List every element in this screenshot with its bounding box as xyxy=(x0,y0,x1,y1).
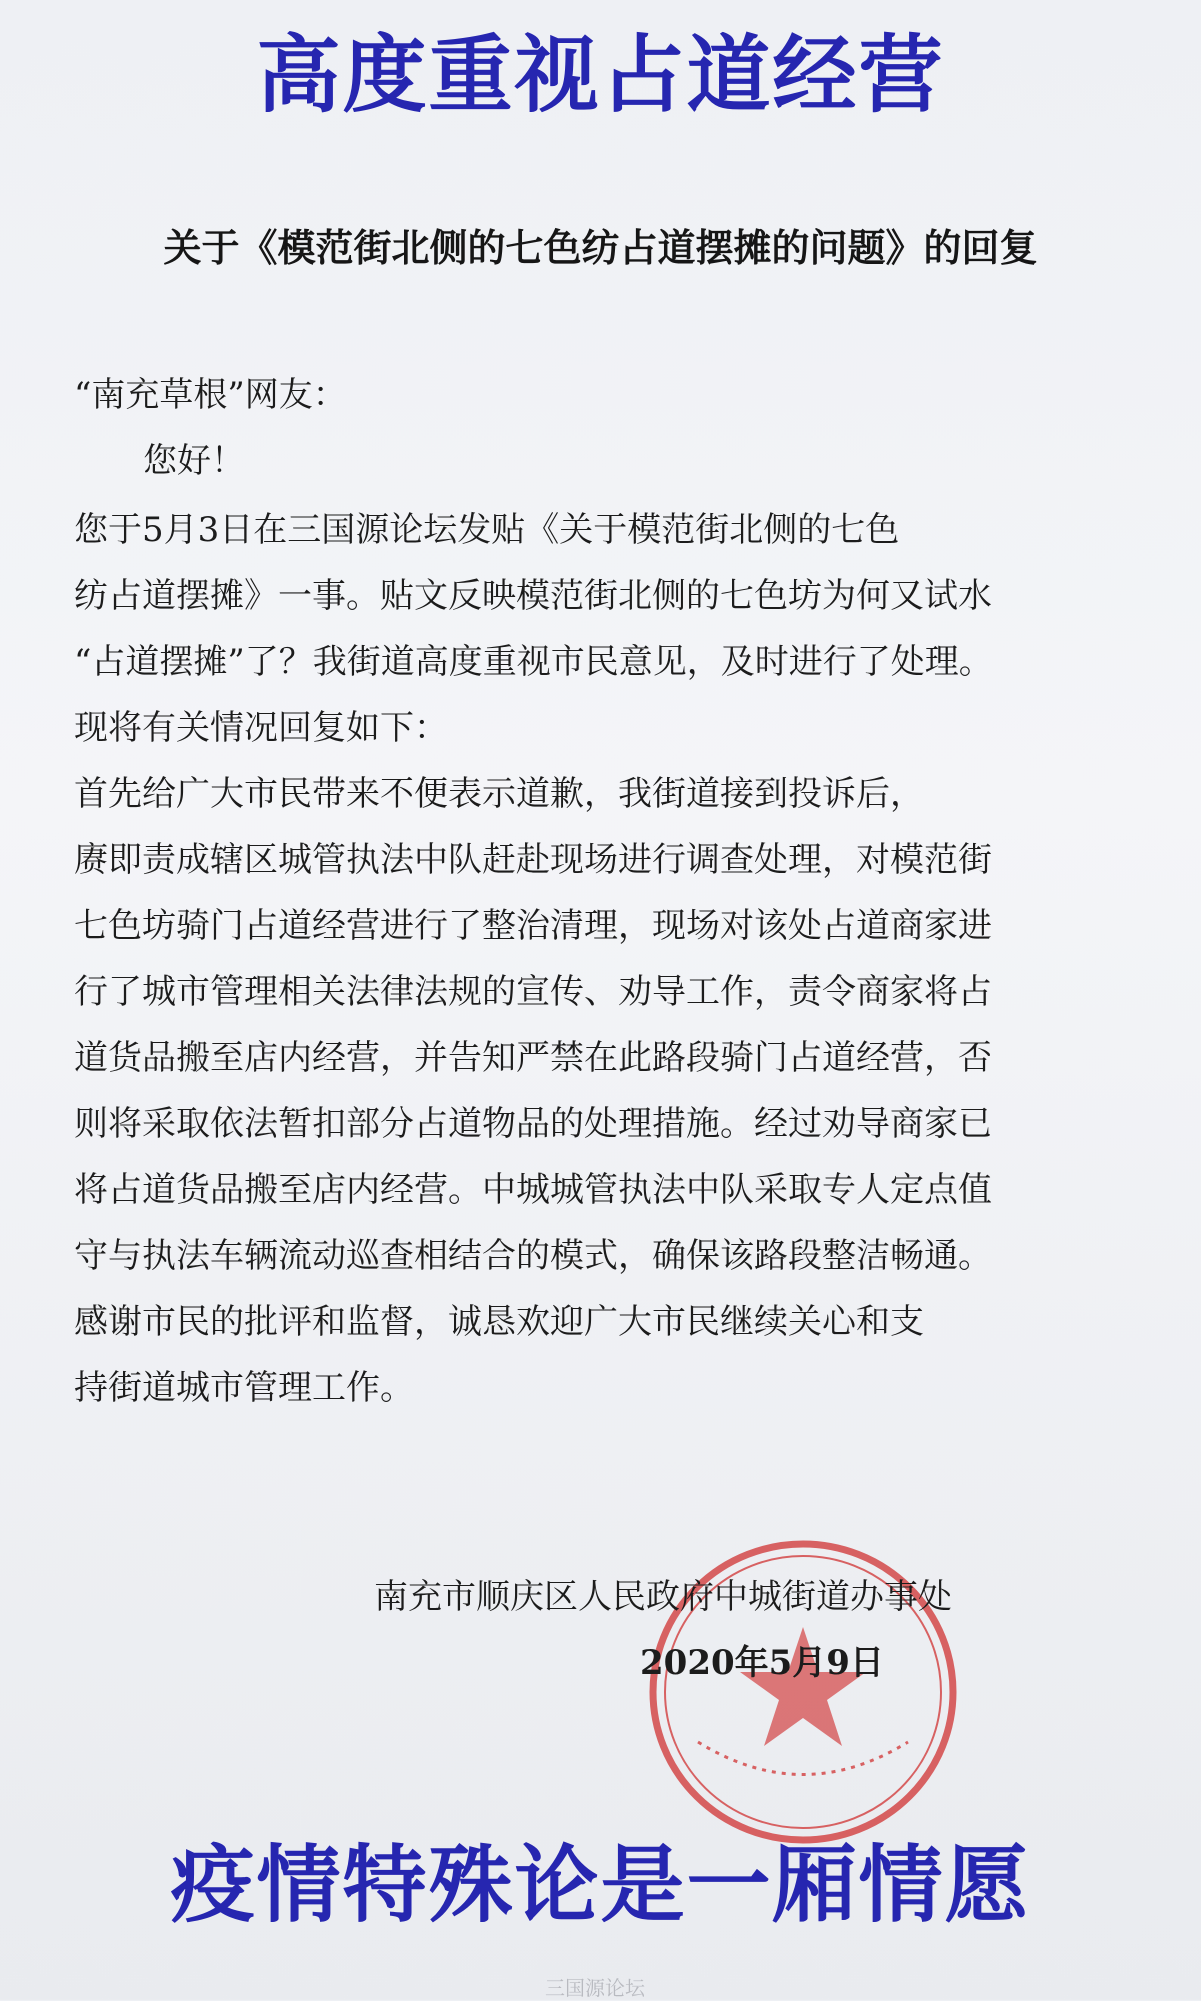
signature-date: 2020年5月9日 xyxy=(640,1643,884,1683)
body-line: 现将有关情况回复如下： xyxy=(74,708,448,748)
body-line: 纺占道摆摊》一事。贴文反映模范街北侧的七色坊为何又试水 xyxy=(74,576,992,616)
salutation: “南充草根”网友： xyxy=(74,375,347,415)
body-line: 您于5月3日在三国源论坛发贴《关于模范街北侧的七色 xyxy=(74,510,900,550)
body-line: 守与执法车辆流动巡查相结合的模式，确保该路段整洁畅通。 xyxy=(74,1236,992,1276)
signature-organization: 南充市顺庆区人民政府中城街道办事处 xyxy=(374,1577,952,1617)
body-line: 赓即责成辖区城管执法中队赶赴现场进行调查处理，对模范街 xyxy=(74,840,992,880)
body-line: 感谢市民的批评和监督，诚恳欢迎广大市民继续关心和支 xyxy=(74,1302,924,1342)
body-line: 持街道城市管理工作。 xyxy=(74,1368,414,1408)
body-line: 则将采取依法暂扣部分占道物品的处理措施。经过劝导商家已 xyxy=(74,1104,992,1144)
body-line: 七色坊骑门占道经营进行了整治清理，现场对该处占道商家进 xyxy=(74,906,992,946)
body-line: 将占道货品搬至店内经营。中城城管执法中队采取专人定点值 xyxy=(74,1170,992,1210)
watermark: 三国源论坛 xyxy=(545,1976,645,2000)
body-line: 行了城市管理相关法律法规的宣传、劝导工作，责令商家将占 xyxy=(74,972,992,1012)
document-title: 关于《模范街北侧的七色纺占道摆摊的问题》的回复 xyxy=(163,225,1038,270)
body-line: 首先给广大市民带来不便表示道歉，我街道接到投诉后， xyxy=(74,774,924,814)
top-banner-caption: 高度重视占道经营 xyxy=(256,26,945,124)
greeting: 您好！ xyxy=(143,441,245,481)
body-line: 道货品搬至店内经营，并告知严禁在此路段骑门占道经营，否 xyxy=(74,1038,992,1078)
bottom-banner-caption: 疫情特殊论是一厢情愿 xyxy=(170,1836,1031,1934)
body-line: “占道摆摊”了？我街道高度重视市民意见，及时进行了处理。 xyxy=(74,642,993,682)
